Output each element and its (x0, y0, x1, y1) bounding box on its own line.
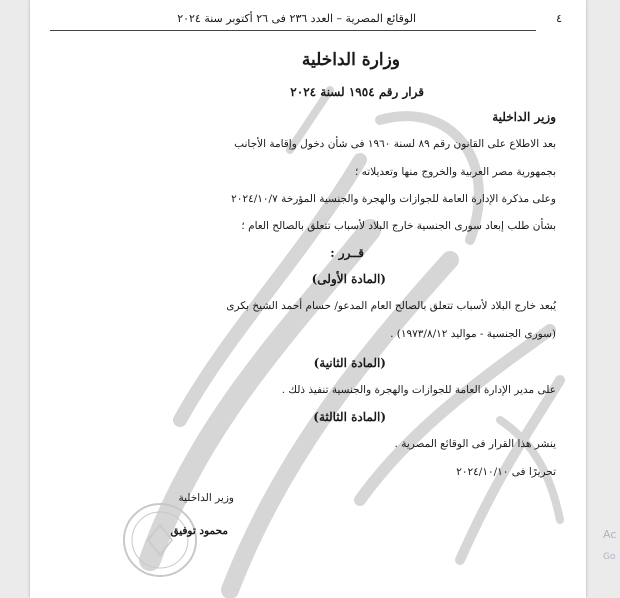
decree-title: قرار رقم ١٩٥٤ لسنة ٢٠٢٤ (290, 85, 424, 99)
issuer-heading: وزير الداخلية (492, 110, 556, 124)
preamble-line-1: بعد الاطلاع على القانون رقم ٨٩ لسنة ١٩٦٠ فى شأن دخول وإقامة الأجانب (234, 138, 556, 150)
seal-circle-icon (124, 504, 196, 576)
preamble-line-4: بشأن طلب إبعاد سورى الجنسية خارج البلاد لأسباب تتعلق بالصالح العام ؛ (241, 220, 556, 232)
preamble-line-3: وعلى مذكرة الإدارة العامة للجوازات والهجرة والجنسية المؤرخة ٢٠٢٤/١٠/٧ (231, 193, 556, 205)
article-3-line-1: ينشر هذا القرار فى الوقائع المصرية . (394, 438, 556, 450)
article-1-line-2: (سورى الجنسية - مواليد ١٩٧٣/٨/١٢) . (390, 328, 556, 340)
running-title: الوقائع المصرية – العدد ٢٣٦ فى ٢٦ أكتوبر سنة ٢٠٢٤ (177, 12, 416, 25)
page-number: ٤ (556, 12, 562, 25)
signature-name: محمود توفيق (170, 525, 228, 537)
article-1-line-1: يُبعد خارج البلاد لأسباب تتعلق بالصالح العام المدعو/ حسام أحمد الشيخ بكرى (226, 300, 556, 312)
preamble-line-2: بجمهورية مصر العربية والخروج منها وتعديلاته ؛ (355, 166, 556, 178)
article-2-line-1: على مدير الإدارة العامة للجوازات والهجرة والجنسية تنفيذ ذلك . (281, 384, 556, 396)
article-3-title: (المادة الثالثة) (313, 410, 386, 424)
document-page (30, 0, 586, 598)
header-rule (50, 30, 536, 31)
article-2-title: (المادة الثانية) (313, 356, 386, 370)
date-line: تحريرًا فى ٢٠٢٤/١٠/١٠ (456, 466, 556, 478)
ministry-heading: وزارة الداخلية (301, 50, 400, 70)
decided-heading: قــرر : (330, 246, 364, 260)
signature-title: وزير الداخلية (178, 492, 234, 504)
activation-overlay-subtext: Go (603, 552, 616, 562)
article-1-title: (المادة الأولى) (311, 272, 386, 286)
activation-overlay-text: Ac (603, 528, 617, 541)
